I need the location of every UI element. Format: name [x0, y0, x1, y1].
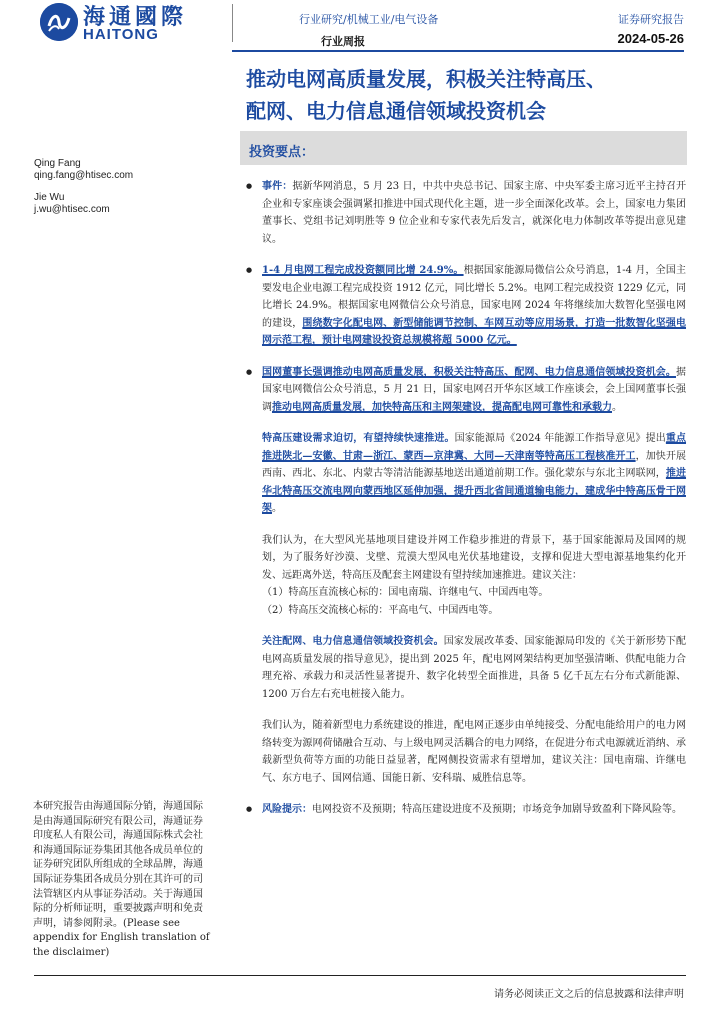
uhv-headline: 特高压建设需求迫切，有望持续快速推进。: [262, 433, 455, 444]
paragraph-distribution: [246, 633, 686, 703]
author-email[interactable]: qing.fang@htisec.com: [34, 170, 134, 181]
grid-investment-headline: 1-4 月电网工程完成投资额同比增 24.9%。: [262, 265, 464, 276]
report-title: [246, 63, 686, 127]
uhv-highlight-1: 重点推进陕北—安徽、甘肃—浙江、蒙西—京津冀、大同—天津南等特高压工程核准开工: [262, 433, 687, 462]
distribution-headline: 关注配网、电力信息通信领域投资机会。: [262, 636, 444, 647]
header-divider: [232, 4, 233, 42]
event-text: 据新华网消息，5 月 23 日，中共中央总书记、国家主席、中央军委主席习近平主持召开企业和专家座谈会强调紧扣推进中国式现代化主题，进一步全面深化改革。会上，国家电力集团董事长、党组书记刘明胜等 9 位企业和专家代表先后发言，就深化电力体制改革等提出意见建议。: [262, 181, 687, 245]
paragraph-uhv: [246, 430, 686, 518]
risk-label: 风险提示：: [262, 804, 312, 815]
distribution-view-text: 我们认为，随着新型电力系统建设的推进，配电网正逐步由单纯接受、分配电能给用户的电力网络转变为源网荷储融合互动、与上级电网灵活耦合的电力网络，在促进分布式电源就近消纳、承载新型负荷等方面的功能日益显著，配网侧投资需求有望增加，建议关注：国电南瑞、许继电气、东方电子、国网信通、国能日新、安科瑞、威胜信息等。: [262, 720, 686, 784]
chairman-text-end: 。: [612, 401, 622, 413]
uhv-ac-targets: （2）特高压交流核心标的：平高电气、中国西电等。: [262, 604, 499, 616]
uhv-text-1: 国家能源局《2024 年能源工作指导意见》提出: [454, 433, 666, 444]
title-line-2: 配网、电力信息通信领域投资机会: [246, 99, 546, 123]
paragraph-chairman: [246, 364, 686, 417]
author-name: Qing Fang: [34, 158, 81, 169]
paragraph-risk: [246, 801, 686, 819]
grid-investment-text: 根据国家能源局微信公众号消息，1-4 月，全国主要发电企业电源工程完成投资 1912 亿元，同比增长 5.2%。电网工程完成投资 1229 亿元，同比增长 24.9%。根据国家电网微信公众号消息，国家电网 2024 年将继续加大数智化坚强电网的建设，: [262, 265, 686, 329]
header-rule: [232, 50, 684, 52]
chairman-highlight: 推动电网高质量发展，加快特高压和主网架建设，提高配电网可靠性和承载力: [272, 401, 612, 413]
paragraph-grid-investment: [246, 262, 686, 350]
report-date: 2024-05-26: [617, 31, 684, 46]
main-body: [246, 178, 686, 833]
distribution-text: 国家发展改革委、国家能源局印发的《关于新形势下配电网高质量发展的指导意见》，提出到 2025 年，配电网网架结构更加坚强清晰、供配电能力合理充裕、承载力和灵活性显著提升、数字化转型全面推进，具备 5 亿千瓦左右分布式新能源、1200 万台左右充电桩接入能力。: [262, 636, 687, 700]
paragraph-distribution-view: [246, 717, 686, 787]
chairman-text: 据国家电网微信公众号消息，5 月 21 日，国家电网召开华东区域工作座谈会，会上国网董事长强调: [262, 366, 686, 413]
author-email[interactable]: j.wu@htisec.com: [34, 204, 110, 215]
author-name: Jie Wu: [34, 192, 65, 203]
risk-text: 电网投资不及预期；特高压建设进度不及预期；市场竞争加剧导致盈利下降风险等。: [312, 804, 682, 815]
uhv-dc-targets: （1）特高压直流核心标的：国电南瑞、许继电气、中国西电等。: [262, 587, 549, 598]
uhv-highlight-2: 推进华北特高压交流电网向蒙西地区延伸加强，提升西北省间通道输电能力，建成华中特高压骨干网架: [262, 468, 687, 514]
uhv-text-2: ，加快开展西南、西北、东北、内蒙古等清洁能源基地送出通道前期工作。强化蒙东与东北主网联网，: [262, 450, 686, 479]
haitong-logo-icon: [40, 3, 78, 41]
report-type: 证券研究报告: [618, 13, 684, 26]
title-line-1: 推动电网高质量发展，积极关注特高压、: [246, 67, 606, 91]
event-label: 事件：: [262, 181, 293, 192]
uhv-text-3: 。: [272, 503, 282, 514]
logo-text-cn: 海通國際: [83, 4, 188, 30]
paragraph-uhv-view: [246, 532, 686, 620]
summary-label: 投资要点：: [249, 145, 315, 160]
paragraph-event: [246, 178, 686, 248]
grid-investment-highlight: 围绕数字化配电网、新型储能调节控制、车网互动等应用场景，打造一批数智化坚强电网示范工程，预计电网建设投资总规模将超 5000 亿元。: [262, 317, 686, 346]
report-kind: 行业周报: [321, 35, 365, 48]
report-category: 行业研究/机械工业/电气设备: [299, 13, 439, 26]
disclaimer: 本研究报告由海通国际分销，海通国际是由海通国际研究有限公司，海通证券印度私人有限公司，海通国际株式会社和海通国际证券集团其他各成员单位的证券研究团队所组成的全球品牌，海通国际证券集团各成员分别在其许可的司法管辖区内从事证券活动。关于海通国际的分析师证明，重要披露声明和免责声明，请参阅附录。(Please see appendix for English translation of the disclaimer): [33, 801, 210, 958]
chairman-headline: 国网董事长强调推动电网高质量发展，积极关注特高压、配网、电力信息通信领域投资机会。: [262, 366, 676, 378]
footer-rule: [34, 975, 686, 976]
logo-text-en: HAITONG: [83, 26, 159, 43]
uhv-view-text: 我们认为，在大型风光基地项目建设并网工作稳步推进的背景下，基于国家能源局及国网的规划，为了服务好沙漠、戈壁、荒漠大型风电光伏基地建设，支撑和促进大型电源基地集约化开发、远距离外送，特高压及配套主网建设有望持续加速推进。建议关注：: [262, 534, 686, 581]
footer-note: 请务必阅读正文之后的信息披露和法律声明: [494, 989, 684, 1000]
